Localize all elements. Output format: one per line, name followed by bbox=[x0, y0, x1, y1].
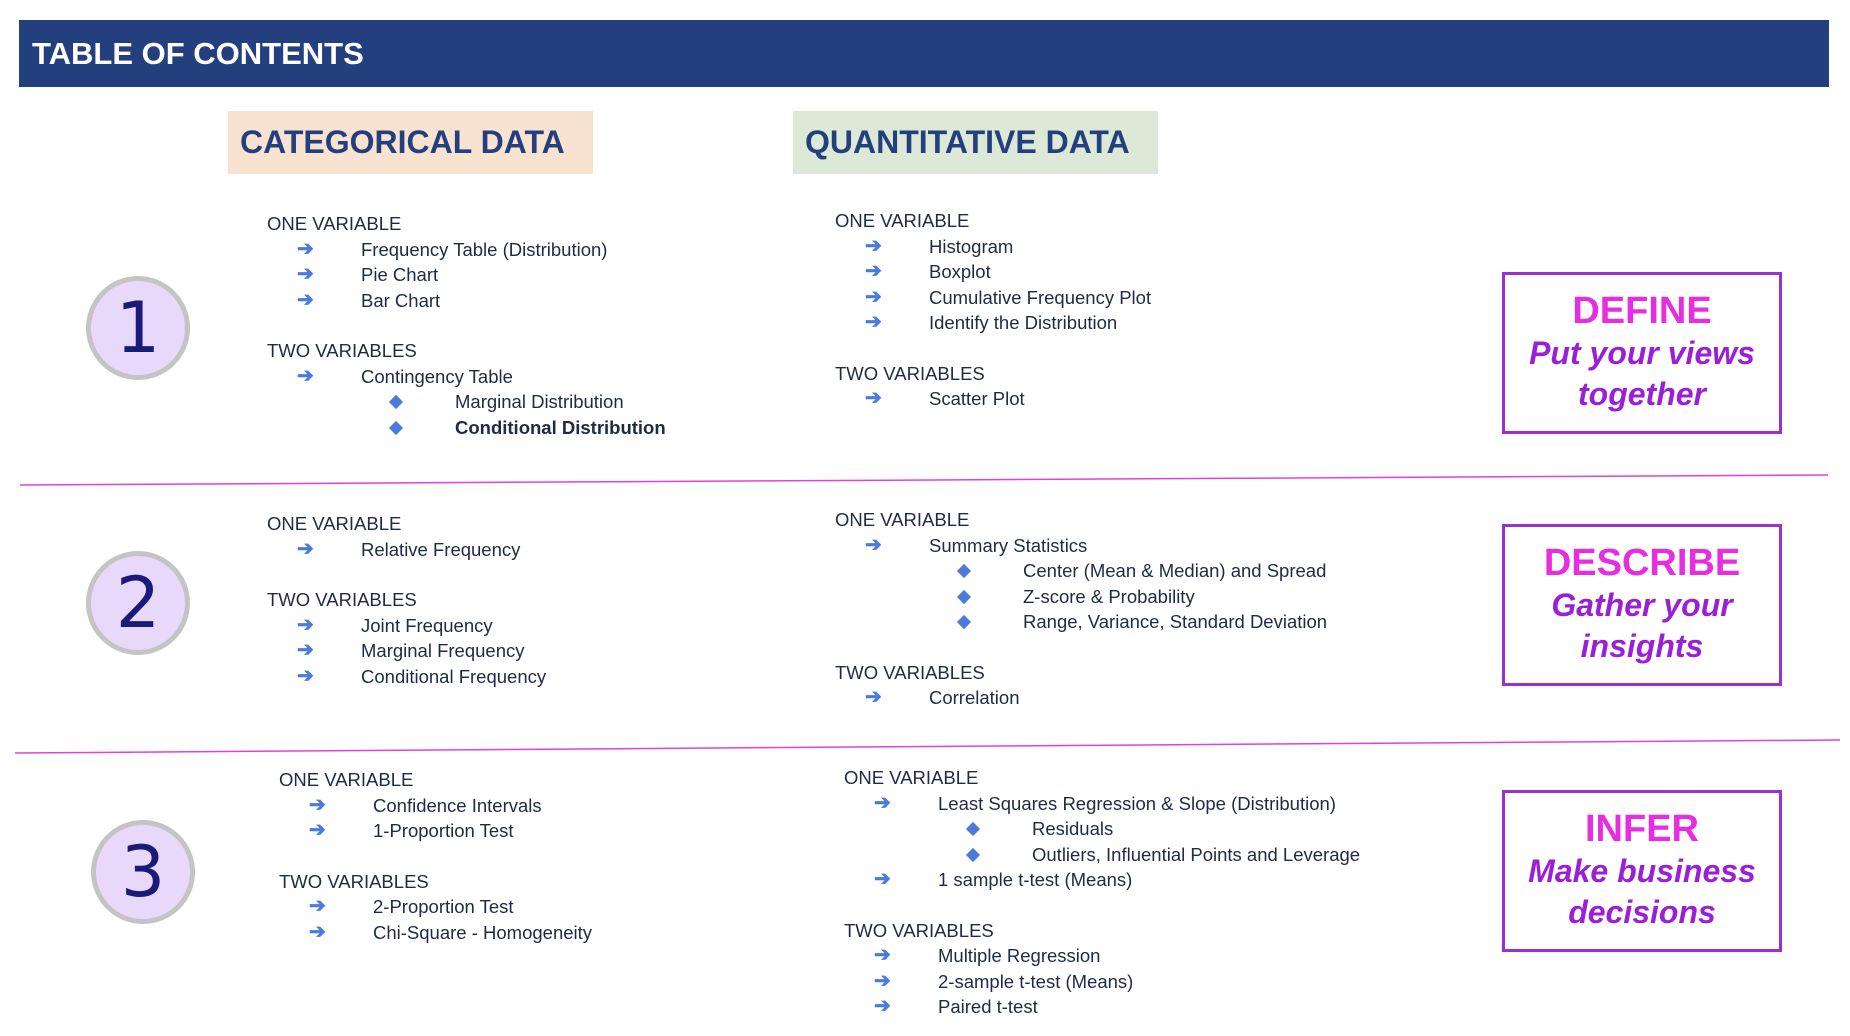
sub-list-item: Range, Variance, Standard Deviation bbox=[835, 609, 1327, 635]
diamond-bullet-icon bbox=[957, 564, 971, 578]
one-variable-label: ONE VARIABLE bbox=[267, 513, 402, 534]
diamond-bullet-icon bbox=[389, 420, 403, 434]
list-item: ➔ Relative Frequency bbox=[267, 537, 546, 563]
one-variable-label: ONE VARIABLE bbox=[835, 210, 970, 231]
diamond-bullet-icon bbox=[957, 615, 971, 629]
arrow-right-icon: ➔ bbox=[874, 868, 891, 890]
define-box bbox=[1502, 272, 1782, 434]
section-1-quantitative bbox=[835, 208, 1151, 412]
arrow-right-icon: ➔ bbox=[865, 260, 882, 282]
sub-list-item: Marginal Distribution bbox=[267, 389, 666, 415]
arrow-right-icon: ➔ bbox=[865, 533, 882, 556]
arrow-right-icon: ➔ bbox=[297, 613, 314, 636]
diamond-bullet-icon bbox=[966, 822, 980, 836]
two-variables-label: TWO VARIABLES bbox=[844, 919, 994, 941]
list-item: ➔ Confidence Intervals bbox=[279, 793, 592, 819]
list-item: ➔ Correlation bbox=[835, 685, 1327, 711]
quantitative-data-heading: QUANTITATIVE DATA bbox=[793, 111, 1158, 174]
two-variables-label: TWO VARIABLES bbox=[279, 870, 429, 892]
arrow-right-icon: ➔ bbox=[865, 285, 882, 308]
infer-box bbox=[1502, 790, 1782, 952]
list-item: ➔ 2-Proportion Test bbox=[279, 894, 592, 920]
section-number-2: 2 bbox=[86, 551, 190, 655]
section-number-3: 3 bbox=[91, 820, 195, 924]
sub-list-item: Z-score & Probability bbox=[835, 584, 1327, 610]
arrow-right-icon: ➔ bbox=[297, 263, 314, 285]
list-item: ➔ Identify the Distribution bbox=[835, 310, 1151, 336]
box-subtitle: decisions bbox=[1568, 894, 1716, 930]
arrow-right-icon: ➔ bbox=[865, 387, 882, 409]
box-subtitle: Gather your bbox=[1551, 587, 1733, 623]
list-item: ➔ 2-sample t-test (Means) bbox=[844, 969, 1360, 995]
sub-list-item: Residuals bbox=[844, 816, 1360, 842]
two-variables-label: TWO VARIABLES bbox=[835, 362, 985, 384]
list-item: ➔ Multiple Regression bbox=[844, 943, 1360, 969]
section-2-quantitative bbox=[835, 507, 1327, 711]
diamond-bullet-icon bbox=[389, 395, 403, 409]
box-title: DEFINE bbox=[1572, 290, 1712, 332]
arrow-right-icon: ➔ bbox=[874, 791, 891, 814]
arrow-right-icon: ➔ bbox=[865, 686, 882, 708]
list-item: ➔ Marginal Frequency bbox=[267, 638, 546, 664]
arrow-right-icon: ➔ bbox=[297, 664, 314, 687]
section-3-categorical bbox=[279, 767, 592, 945]
box-subtitle: Put your views bbox=[1529, 335, 1755, 371]
page-title: TABLE OF CONTENTS bbox=[32, 36, 364, 71]
list-item: ➔ Cumulative Frequency Plot bbox=[835, 285, 1151, 311]
list-item: ➔ Histogram bbox=[835, 234, 1151, 260]
list-item: ➔ Boxplot bbox=[835, 259, 1151, 285]
two-variables-label: TWO VARIABLES bbox=[835, 661, 985, 683]
arrow-right-icon: ➔ bbox=[297, 364, 314, 387]
section-number-1: 1 bbox=[86, 276, 190, 380]
list-item: ➔ 1-Proportion Test bbox=[279, 818, 592, 844]
sub-list-item: Conditional Distribution bbox=[267, 415, 666, 441]
list-item: ➔ Contingency Table bbox=[267, 364, 666, 390]
list-item: ➔ Frequency Table (Distribution) bbox=[267, 237, 666, 263]
arrow-right-icon: ➔ bbox=[297, 639, 314, 661]
arrow-right-icon: ➔ bbox=[865, 234, 882, 257]
box-subtitle: Make business bbox=[1528, 853, 1756, 889]
divider-2 bbox=[15, 740, 1840, 753]
box-title: DESCRIBE bbox=[1543, 542, 1741, 584]
list-item: ➔ Chi-Square - Homogeneity bbox=[279, 920, 592, 946]
list-item: ➔ Bar Chart bbox=[267, 288, 666, 314]
box-subtitle: insights bbox=[1580, 628, 1704, 664]
list-item: ➔ 1 sample t-test (Means) bbox=[844, 867, 1360, 893]
sub-list-item: Center (Mean & Median) and Spread bbox=[835, 558, 1327, 584]
one-variable-label: ONE VARIABLE bbox=[844, 767, 979, 788]
section-3-quantitative bbox=[844, 765, 1360, 1020]
section-1-categorical bbox=[267, 211, 666, 440]
section-2-categorical bbox=[267, 511, 546, 689]
one-variable-label: ONE VARIABLE bbox=[267, 213, 402, 234]
box-title: INFER bbox=[1585, 808, 1699, 850]
arrow-right-icon: ➔ bbox=[874, 969, 891, 992]
one-variable-label: ONE VARIABLE bbox=[279, 769, 414, 790]
arrow-right-icon: ➔ bbox=[297, 237, 314, 260]
describe-box bbox=[1502, 524, 1782, 686]
arrow-right-icon: ➔ bbox=[309, 819, 326, 841]
arrow-right-icon: ➔ bbox=[874, 944, 891, 966]
arrow-right-icon: ➔ bbox=[309, 920, 326, 943]
arrow-right-icon: ➔ bbox=[309, 895, 326, 917]
list-item: ➔ Conditional Frequency bbox=[267, 664, 546, 690]
arrow-right-icon: ➔ bbox=[865, 311, 882, 333]
diamond-bullet-icon bbox=[966, 847, 980, 861]
list-item: ➔ Joint Frequency bbox=[267, 613, 546, 639]
box-subtitle: together bbox=[1578, 376, 1706, 412]
list-item: ➔ Paired t-test bbox=[844, 994, 1360, 1020]
two-variables-label: TWO VARIABLES bbox=[267, 589, 417, 610]
two-variables-label: TWO VARIABLES bbox=[267, 340, 417, 361]
arrow-right-icon: ➔ bbox=[874, 995, 891, 1017]
one-variable-label: ONE VARIABLE bbox=[835, 509, 970, 530]
list-item: ➔ Least Squares Regression & Slope (Distribution) bbox=[844, 791, 1360, 817]
divider-1 bbox=[20, 475, 1828, 485]
arrow-right-icon: ➔ bbox=[309, 793, 326, 816]
arrow-right-icon: ➔ bbox=[297, 288, 314, 311]
categorical-data-heading: CATEGORICAL DATA bbox=[228, 111, 593, 174]
sub-list-item: Outliers, Influential Points and Leverage bbox=[844, 842, 1360, 868]
list-item: ➔ Summary Statistics bbox=[835, 533, 1327, 559]
list-item: ➔ Scatter Plot bbox=[835, 386, 1151, 412]
list-item: ➔ Pie Chart bbox=[267, 262, 666, 288]
arrow-right-icon: ➔ bbox=[297, 537, 314, 560]
diamond-bullet-icon bbox=[957, 589, 971, 603]
